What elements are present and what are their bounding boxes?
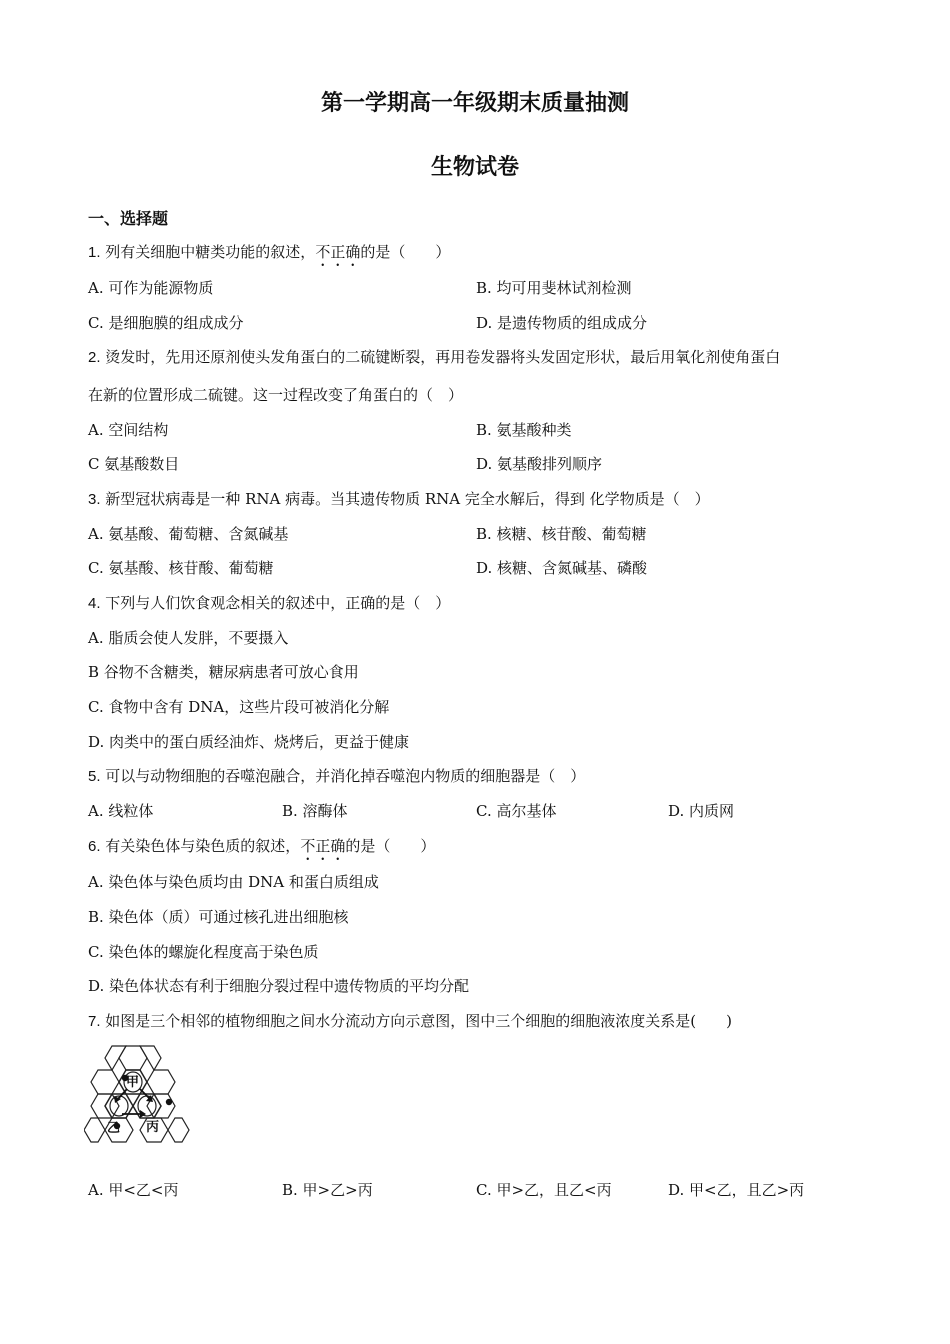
cell-label-jia: 甲	[126, 1075, 140, 1090]
question-3: 3. 新型冠状病毒是一种 RNA 病毒。当其遗传物质 RNA 完全水解后，得到 化学物质是（ ）	[88, 490, 710, 508]
option-4c[interactable]: C. 食物中含有 DNA，这些片段可被消化分解	[88, 698, 390, 716]
option-2b[interactable]: B. 氨基酸种类	[476, 421, 572, 439]
option-3d[interactable]: D. 核糖、含氮碱基、磷酸	[476, 559, 648, 577]
emphasis-text: 不正确	[315, 243, 361, 261]
page-subtitle: 生物试卷	[430, 155, 519, 180]
option-2a[interactable]: A. 空间结构	[88, 421, 169, 439]
option-7b[interactable]: B. 甲>乙>丙	[282, 1181, 373, 1199]
question-6: 6. 有关染色体与染色质的叙述，不正确的是（ ）	[88, 837, 436, 855]
emphasis-text: 不正确	[300, 837, 346, 855]
option-1d[interactable]: D. 是遗传物质的组成成分	[476, 314, 648, 332]
option-2c[interactable]: C 氨基酸数目	[88, 455, 180, 473]
question-4: 4. 下列与人们饮食观念相关的叙述中，正确的是（ ）	[88, 594, 451, 612]
question-2: 2. 烫发时，先用还原剂使头发角蛋白的二硫键断裂，再用卷发器将头发固定形状，最后用氧化剂使角蛋白	[88, 348, 781, 366]
option-7c[interactable]: C. 甲>乙，且乙<丙	[476, 1181, 612, 1199]
option-5a[interactable]: A. 线粒体	[88, 802, 154, 820]
section-heading: 一、选择题	[88, 209, 169, 228]
cell-label-bing: 丙	[146, 1120, 160, 1135]
option-6c[interactable]: C. 染色体的螺旋化程度高于染色质	[88, 943, 319, 961]
option-6b[interactable]: B. 染色体（质）可通过核孔进出细胞核	[88, 908, 349, 926]
option-1b[interactable]: B. 均可用斐林试剂检测	[476, 279, 632, 297]
option-3b[interactable]: B. 核糖、核苷酸、葡萄糖	[476, 525, 647, 543]
option-7a[interactable]: A. 甲<乙<丙	[88, 1181, 179, 1199]
option-5c[interactable]: C. 高尔基体	[476, 802, 557, 820]
option-4b[interactable]: B 谷物不含糖类，糖尿病患者可放心食用	[88, 663, 359, 681]
question-2-line2: 在新的位置形成二硫键。这一过程改变了角蛋白的（ ）	[88, 386, 464, 404]
option-6d[interactable]: D. 染色体状态有利于细胞分裂过程中遗传物质的平均分配	[88, 977, 470, 995]
option-4a[interactable]: A. 脂质会使人发胖，不要摄入	[88, 629, 289, 647]
option-3a[interactable]: A. 氨基酸、葡萄糖、含氮碱基	[88, 525, 289, 543]
cell-label-yi: 乙	[107, 1121, 121, 1136]
option-5d[interactable]: D. 内质网	[668, 802, 735, 820]
question-7: 7. 如图是三个相邻的植物细胞之间水分流动方向示意图，图中三个细胞的细胞液浓度关系是( )	[88, 1012, 733, 1030]
option-4d[interactable]: D. 肉类中的蛋白质经油炸、烧烤后，更益于健康	[88, 733, 410, 751]
option-1a[interactable]: A. 可作为能源物质	[88, 279, 214, 297]
option-5b[interactable]: B. 溶酶体	[282, 802, 348, 820]
question-1: 1. 列有关细胞中糖类功能的叙述，不正确的是（ ）	[88, 243, 451, 261]
option-1c[interactable]: C. 是细胞膜的组成成分	[88, 314, 244, 332]
page-title: 第一学期高一年级期末质量抽测	[320, 91, 629, 116]
option-6a[interactable]: A. 染色体与染色质均由 DNA 和蛋白质组成	[88, 873, 379, 891]
option-3c[interactable]: C. 氨基酸、核苷酸、葡萄糖	[88, 559, 274, 577]
option-2d[interactable]: D. 氨基酸排列顺序	[476, 455, 603, 473]
option-7d[interactable]: D. 甲<乙，且乙>丙	[668, 1181, 805, 1199]
question-5: 5. 可以与动物细胞的吞噬泡融合，并消化掉吞噬泡内物质的细胞器是（ ）	[88, 767, 586, 785]
plant-cells-diagram	[84, 1042, 194, 1150]
